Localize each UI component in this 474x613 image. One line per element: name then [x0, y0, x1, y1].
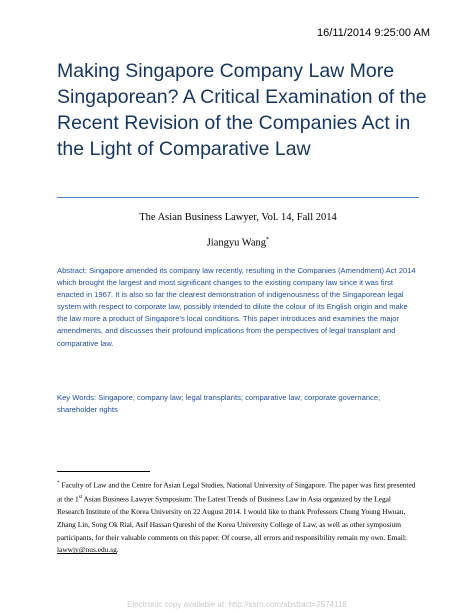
- footnote: [57, 478, 419, 557]
- email-link[interactable]: lawwjy@nus.edu.sg: [57, 545, 117, 555]
- footnote-end: .: [116, 545, 119, 555]
- abstract: Abstract: Singapore amended its company law recently, resulting in the Companies (Amendment) Act 2014 which brought the largest and most significant changes to the existing company law since it was first enacted in 1967. It is also so far the clearest demonstration of indigenousness of the Singaporean legal system with respect to corporate law, possibly intended to dilute the colour of its English origin and make the law more a product of Singapore’s local conditions. This paper introduces and examines the major amendments, and discusses their profound implications from the perspectives of legal transplant and comparative law.: [57, 266, 416, 348]
- timestamp: 16/11/2014 9:25:00 AM: [317, 27, 430, 39]
- footnote-marker: *: [57, 481, 60, 486]
- footnote-text-2: Asian Business Lawyer Symposium: The Latest Trends of Business Law in Asia organized by the Legal Research Institute of the Korea University on 22 August 2014. I would like to thank Professors Chung Young Hwuan, Zhang Lin, Song Ok Rial, Asif Hassan Qureshi of the Korea University College of Law, as well as other symposium participants, for their valuable comments on this paper. Of course, all errors and responsibility remain my own. Email:: [57, 494, 407, 542]
- footnote-text-1: Faculty of Law and the Centre for Asian Legal Studies, National University of Singapore. The paper was first presented at the 1: [57, 480, 416, 504]
- author-footnote-marker: *: [266, 236, 270, 243]
- title-divider: [57, 197, 419, 198]
- ssrn-watermark: Electronic copy available at: http://ssrn.com/abstract=2574118: [127, 600, 347, 609]
- author-line: [57, 236, 419, 249]
- keywords: Key Words: Singapore; company law; legal transplants; comparative law; corporate governance; shareholder rights: [57, 393, 381, 415]
- footnote-ordinal: st: [78, 495, 83, 501]
- paper-title: Making Singapore Company Law More Singaporean? A Critical Examination of the Recent Revision of the Companies Act in the Light of Comparative Law: [57, 60, 427, 160]
- footnote-divider: [57, 471, 150, 472]
- journal-citation: The Asian Business Lawyer, Vol. 14, Fall 2014: [139, 212, 337, 223]
- author-name: Jiangyu Wang: [206, 237, 267, 249]
